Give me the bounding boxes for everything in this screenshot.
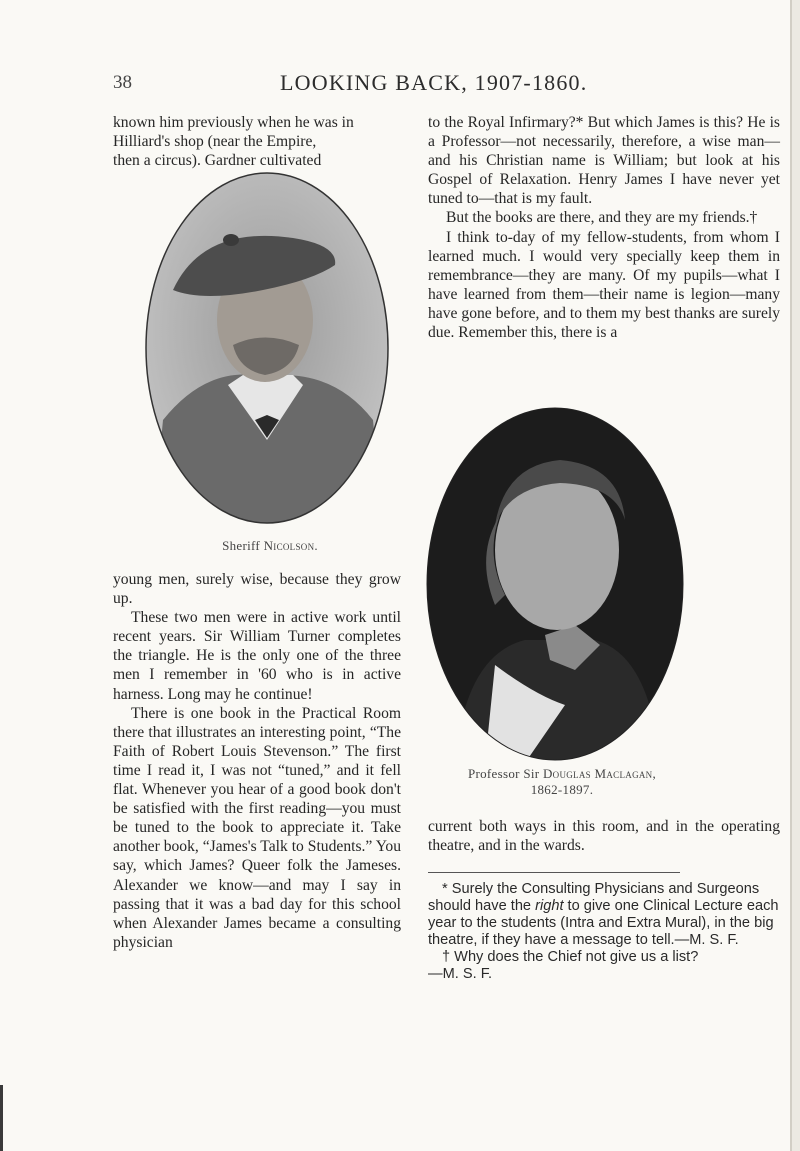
caption-prefix: Professor Sir [467, 766, 540, 781]
caption-sheriff-nicolson [180, 538, 360, 554]
paragraph: These two men were in active work until recent years. Sir William Turner completes the triangle. He is the only one of the three men I remember in '60 who is in active harness. Long may he continue! [113, 609, 401, 703]
paragraph: current both ways in this room, and in the operating theatre, and in the wards. [428, 818, 780, 855]
text-line: then a circus). Gardner cultivated [113, 152, 322, 170]
footnote [428, 949, 780, 966]
left-top-text [113, 113, 401, 170]
paragraph: But the books are there, and they are my friends.† [446, 209, 758, 227]
paragraph: I think to-day of my fellow-students, from whom I learned much. I would very specially keep them in remembrance—they are many. Of my pupils—what I have learned from them—their name is legion—many have gone before, and to them my best thanks are surely due. Remember this, there is a [428, 228, 780, 342]
paragraph: young men, surely wise, because they grow up. [113, 571, 401, 608]
running-title: LOOKING BACK, 1907-1860. [280, 70, 588, 95]
footnote-text: * Surely the Consulting Physicians and Surgeons should have the [428, 881, 760, 914]
text-line: known him previously when he was in [113, 114, 354, 131]
caption-name: Douglas Maclagan, [542, 766, 657, 781]
paragraph: to the Royal Infirmary?* But which James is this? He is a Professor—not necessarily, therefore, a wise man—and his Christian name is William; but look at his Gospel of Relaxation. Henry James I have never yet tuned to—that is my fault. [428, 114, 780, 208]
footnote [428, 881, 780, 949]
caption-douglas-maclagan [428, 766, 696, 798]
caption-years: 1862-1897. [530, 782, 594, 797]
footnote-rule [428, 872, 680, 873]
left-lower-text [113, 570, 401, 952]
footnote-text: † Why does the Chief not give us a list? [442, 949, 699, 965]
text-line: Hilliard's shop (near the Empire, [113, 133, 317, 151]
footnote-italic: right [535, 898, 564, 914]
caption-prefix: Sheriff [222, 538, 261, 553]
right-top-text [428, 113, 780, 342]
right-after-portrait [428, 817, 780, 855]
page-edge [790, 0, 800, 1151]
footnotes [428, 881, 780, 983]
page-number: 38 [113, 72, 132, 93]
footnote-signature: —M. S. F. [428, 966, 493, 982]
portrait-douglas-maclagan [425, 405, 685, 763]
page-edge-shadow [0, 1085, 3, 1151]
paragraph: There is one book in the Practical Room there that illustrates an interesting point, “The Faith of Robert Louis Stevenson.” The first time I read it, I was not “tuned,” and it fell flat. Whenever you hear of a good book don't be satisfied with the first reading—you must be tuned to the book to appreciate it. Take another book, “James's Talk to Students.” You say, which James? Queer folk the Jameses. Alexander we know—and may I say in passing that it was a bad day for this school when Alexander James became a consulting physician [113, 704, 401, 951]
footnote-text: to give one Clinical Lecture each year to the students (Intra and Extra Mural), in the big theatre, if they have a message to tell.—M. S. F. [428, 898, 779, 948]
portrait-sheriff-nicolson [143, 170, 391, 526]
caption-name: Nicolson. [263, 538, 318, 553]
